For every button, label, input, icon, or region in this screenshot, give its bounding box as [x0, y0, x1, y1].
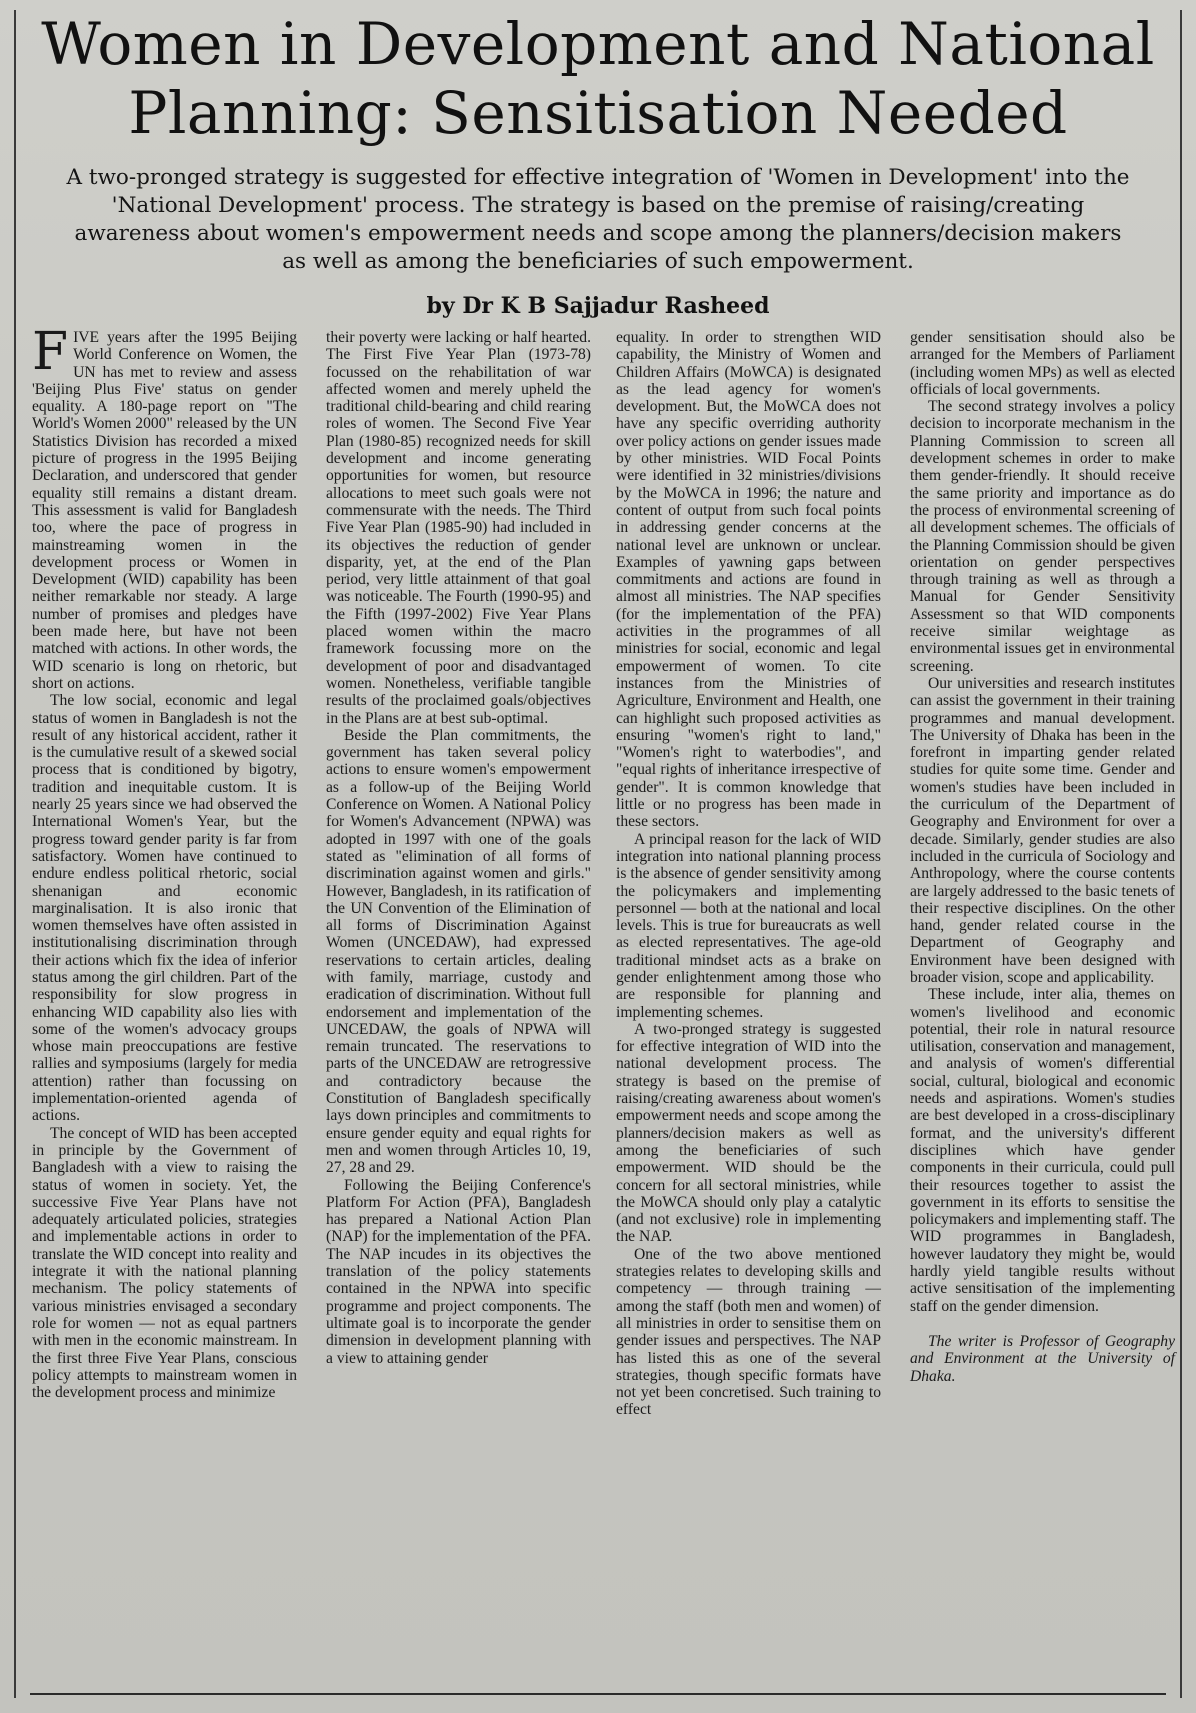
paragraph: One of the two above mentioned strategies relates to developing skills and competency — through training — among the staff (both men and women) of all ministries in order to sensitise them on gender issues and perspectives. The NAP has listed this as one of the several strategies, though specific formats have not yet been concretised. Such training to effect: [616, 1245, 881, 1419]
byline: by Dr K B Sajjadur Rasheed: [426, 293, 770, 319]
paragraph: Our universities and research institutes can assist the government in their training programmes and manual development. The University of Dhaka has been in the forefront in imparting gender related studies for quite some time. Gender and women's studies have been included in the curriculum of the Department of Geography and Environment for over a decade. Similarly, gender studies are also included in the curricula of Sociology and Anthropology, where the course contents are largely addressed to the basic tenets of their respective disciplines. On the other hand, gender related course in the Department of Geography and Environment have been designed with broader vision, scope and applicability.: [910, 674, 1175, 986]
paragraph: Following the Beijing Conference's Platform For Action (PFA), Bangladesh has prepared a National Action Plan (NAP) for the implementation of the PFA. The NAP incudes in its objectives the translation of the policy statements contained in the NPWA into specific programme and project components. The ultimate goal is to incorporate the gender dimension in development planning with a view to attaining gender: [326, 1176, 591, 1367]
paragraph: A principal reason for the lack of WID integration into national planning process is the absence of gender sensitivity among the policymakers and implementing personnel — both at the national and local levels. This is true for bureaucrats as well as elected representatives. The age-old traditional mindset acts as a brake on gender enlightenment among those who are responsible for planning and implementing schemes.: [616, 830, 881, 1021]
paragraph: The concept of WID has been accepted in principle by the Government of Bangladesh with a view to raising the status of women in society. Yet, the successive Five Year Plans have not adequately articulated policies, strategies and implementable actions in order to translate the WID concept into reality and integrate it with the national planning mechanism. The policy statements of various ministries envisaged a secondary role for women — not as equal partners with men in the economic mainstream. In the first three Five Year Plans, conscious policy attempts to mainstream women in the development process and minimize: [32, 1124, 297, 1402]
deck-summary: A two-pronged strategy is suggested for effective integration of 'Women in Development' into the 'National Development' process. The strategy is based on the premise of raising/creating awareness about women's empowerment needs and scope among the planners/decision makers as well as among the beneficiaries of such empowerment.: [66, 165, 1130, 274]
article-column-2: [326, 329, 591, 1367]
paragraph: A two-pronged strategy is suggested for effective integration of WID into the national development process. The strategy is based on the premise of raising/creating awareness about women's empowerment needs and scope among the planners/decision makers as well as among the beneficiaries of such empowerment. WID should be the concern for all sectoral ministries, while the MoWCA should only play a catalytic (and not exclusive) role in implementing the NAP.: [616, 1020, 881, 1246]
paragraph: their poverty were lacking or half hearted. The First Five Year Plan (1973-78) focussed on the rehabilitation of war affected women and merely upheld the traditional child-bearing and child rearing roles of women. The Second Five Year Plan (1980-85) recognized needs for skill development and income generating opportunities for women, but resource allocations to meet such goals were not commensurate with the needs. The Third Five Year Plan (1985-90) had included in its objectives the reduction of gender disparity, yet, at the end of the Plan period, very little attainment of that goal was noticeable. The Fourth (1990-95) and the Fifth (1997-2002) Five Year Plans placed women within the macro framework focussing more on the development of poor and disadvantaged women. Nonetheless, verifiable tangible results of the proclaimed goals/objectives in the Plans are at best sub-optimal.: [326, 329, 591, 727]
headline: Women in Development and National Planning: Sensitisation Needed: [41, 10, 1155, 147]
paragraph: gender sensitisation should also be arranged for the Members of Parliament (including women MPs) as well as elected officials of local governments.: [910, 329, 1175, 398]
paragraph: The second strategy involves a policy decision to incorporate mechanism in the Planning Commission to screen all development schemes in order to make them gender-friendly. It should receive the same priority and importance as do the process of environmental screening of all development schemes. The officials of the Planning Commission should be given orientation on gender perspectives through training as well as through a Manual for Gender Sensitivity Assessment so that WID components receive similar weightage as environmental issues get in environmental screening.: [910, 398, 1175, 675]
article-column-3: [616, 329, 881, 1419]
paragraph: Beside the Plan commitments, the government has taken several policy actions to ensure women's empowerment as a follow-up of the Beijing World Conference on Women. A National Policy for Women's Advancement (NPWA) was adopted in 1997 with one of the goals stated as "elimination of all forms of discrimination against women and girls." However, Bangladesh, in its ratification of the UN Convention of the Elimination of all forms of Discrimination Against Women (UNCEDAW), had expressed reservations to certain articles, dealing with family, marriage, custody and eradication of discrimination. Without full endorsement and implementation of the UNCEDAW, the goals of NPWA will remain truncated. The reservations to parts of the UNCEDAW are retrogressive and contradictory because the Constitution of Bangladesh specifically lays down principles and commitments to ensure gender equity and equal rights for men and women through Articles 10, 19, 27, 28 and 29.: [326, 726, 591, 1177]
author-credit: The writer is Professor of Geography and Environment at the University of Dhaka.: [910, 1332, 1175, 1385]
paragraph: equality. In order to strengthen WID capability, the Ministry of Women and Children Affairs (MoWCA) is designated as the lead agency for women's development. But, the MoWCA does not have any specific overriding authority over policy actions on gender issues made by other ministries. WID Focal Points were identified in 32 ministries/divisions by the MoWCA in 1996; the nature and content of output from such focal points in addressing gender concerns at the national level are unknown or unclear. Examples of yawning gaps between commitments and actions are found in almost all ministries. The NAP specifies (for the implementation of the PFA) activities in the programmes of all ministries for social, economic and legal empowerment of women. To cite instances from the Ministries of Agriculture, Environment and Health, one can highlight such proposed activities as ensuring "women's right to land," "Women's right to waterbodies", and "equal rights of inheritance irrespective of gender". It is common knowledge that little or no progress has been made in these sectors.: [616, 329, 881, 831]
paragraph: These include, inter alia, themes on women's livelihood and economic potential, their role in natural resource utilisation, conservation and management, and analysis of women's differential social, cultural, biological and economic needs and aspirations. Women's studies are best developed in a cross-disciplinary format, and the university's different disciplines which have gender components in their curricula, could pull their resources together to assist the government in its efforts to sensitise the policymakers and implementing staff. The WID programmes in Bangladesh, however laudatory they might be, would hardly yield tangible results without active sensitisation of the implementing staff on the gender dimension.: [910, 986, 1175, 1315]
paragraph: [32, 322, 297, 692]
drop-cap: F: [32, 322, 69, 382]
paragraph: The low social, economic and legal status of women in Bangladesh is not the result of any historical accident, rather it is the cumulative result of a skewed social process that is conditioned by bigotry, tradition and inequitable custom. It is nearly 25 years since we had observed the International Women's Year, but the progress toward gender parity is far from satisfactory. Women have continued to endure endless political rhetoric, social shenanigan and economic marginalisation. It is also ironic that women themselves have often assisted in institutionalising discrimination through their actions which fix the idea of inferior status among the girl children. Part of the responsibility for slow progress in enhancing WID capability also lies with some of the women's advocacy groups whose main preoccupations are festive rallies and symposiums (largely for media attention) rather than focussing on implementation-oriented agenda of actions.: [32, 692, 297, 1125]
bottom-rule: [30, 1693, 1166, 1695]
article-column-4: [910, 329, 1175, 1385]
paragraph-text: IVE years after the 1995 Beijing World Conference on Women, the UN has met to review and assess 'Beijing Plus Five' status on gender equality. A 180-page report on "The World's Women 2000" released by the UN Statistics Division has recorded a mixed picture of progress in the 1995 Beijing Declaration, and underscored that gender equality still remains a distant dream. This assessment is valid for Bangladesh too, where the pace of progress in mainstreaming women in the development process or Women in Development (WID) capability has been neither remarkable nor steady. A large number of promises and pledges have been made here, but have not been matched with actions. In other words, the WID scenario is long on rhetoric, but short on actions.: [32, 329, 297, 692]
article-column-1: [32, 322, 297, 1402]
